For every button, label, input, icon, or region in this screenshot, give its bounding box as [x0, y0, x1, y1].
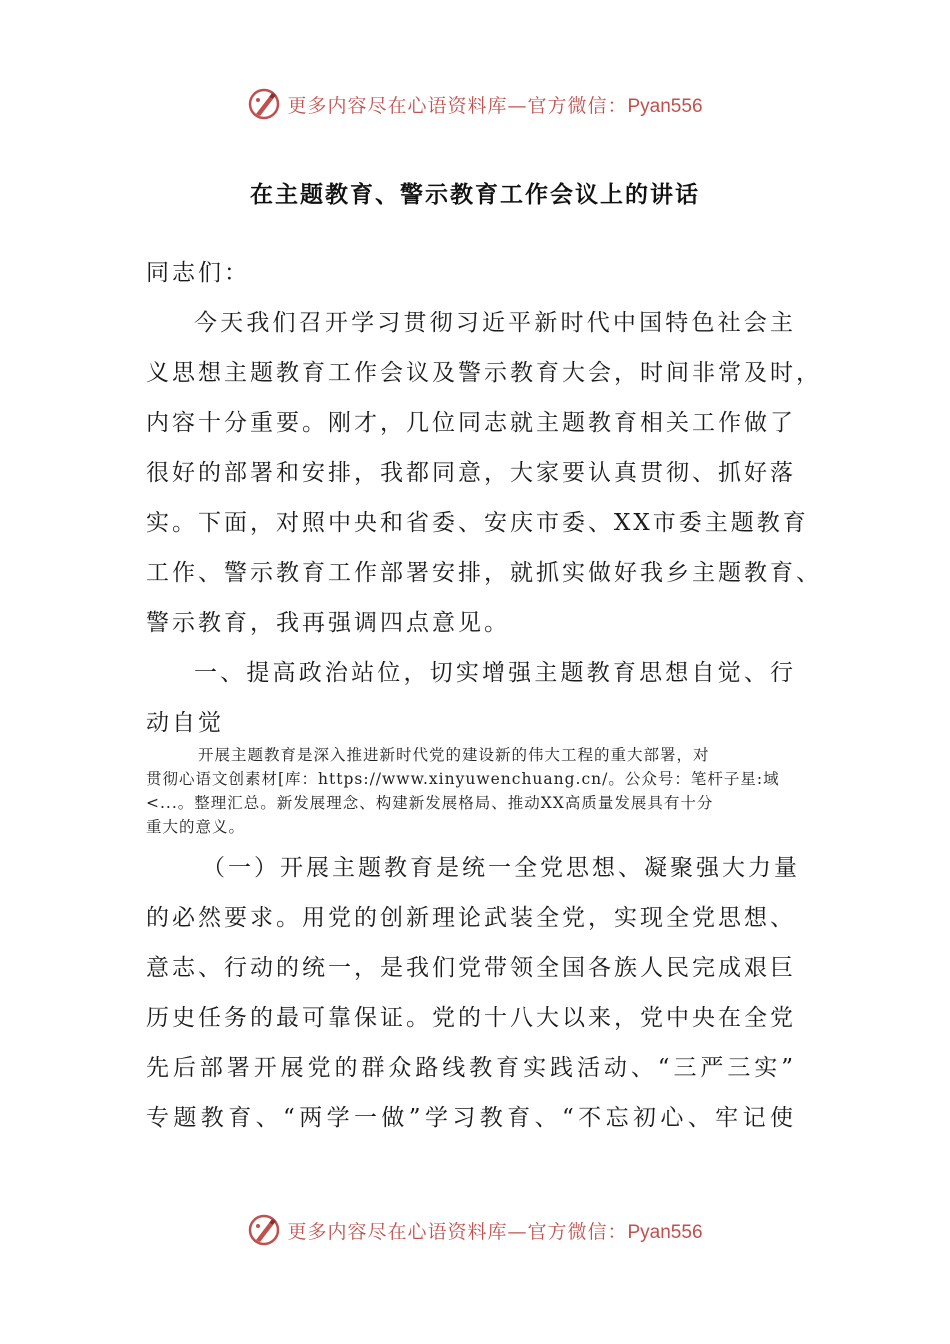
paragraph-line: 实。下面，对照中央和省委、安庆市委、XX市委主题教育: [146, 510, 809, 536]
note-line: 重大的意义。: [146, 818, 246, 836]
note-line: 开展主题教育是深入推进新时代党的建设新的伟大工程的重大部署，对: [198, 746, 710, 764]
note-line: 贯彻心语文创素材[库：https://www.xinyuwenchuang.cn/。公众号：笔杆子星:域: [146, 770, 780, 788]
document-title: 在主题教育、警示教育工作会议上的讲话: [250, 181, 700, 208]
note-line: <...。整理汇总。新发展理念、构建新发展格局、推动XX高质量发展具有十分: [146, 794, 714, 812]
paragraph-line: 很好的部署和安排，我都同意，大家要认真贯彻、抓好落: [146, 460, 796, 486]
paragraph-line: 历史任务的最可靠保证。党的十八大以来，党中央在全党: [146, 1005, 796, 1031]
header-watermark: [0, 84, 950, 124]
inserted-note: [146, 743, 806, 839]
watermark-text: 更多内容尽在心语资料库—官方微信：Pyan556: [287, 94, 703, 117]
salutation: 同志们：: [146, 260, 250, 286]
paragraph-line: 工作、警示教育工作部署安排，就抓实做好我乡主题教育、: [146, 560, 822, 586]
paragraph-line: 今天我们召开学习贯彻习近平新时代中国特色社会主: [194, 310, 796, 336]
document-body-bottom: [146, 843, 800, 1143]
section-heading: 一、提高政治站位，切实增强主题教育思想自觉、行: [194, 660, 796, 686]
paragraph-line: 警示教育，我再强调四点意见。: [146, 610, 510, 636]
paragraph-line: 先后部署开展党的群众路线教育实践活动、“三严三实”: [146, 1055, 796, 1081]
paragraph-line: 义思想主题教育工作会议及警示教育大会，时间非常及时，: [146, 360, 822, 386]
wechat-id: Pyan556: [627, 95, 703, 117]
footer-watermark: [0, 1210, 950, 1250]
pen-circle-logo-icon: [247, 87, 281, 121]
document-body-top: [146, 248, 822, 748]
paragraph-line: 内容十分重要。刚才，几位同志就主题教育相关工作做了: [146, 410, 796, 436]
paragraph-line: （一）开展主题教育是统一全党思想、凝聚强大力量: [202, 855, 800, 881]
paragraph-line: 专题教育、“两学一做”学习教育、“不忘初心、牢记使: [146, 1105, 796, 1131]
paragraph-line: 的必然要求。用党的创新理论武装全党，实现全党思想、: [146, 905, 796, 931]
paragraph-line: 意志、行动的统一，是我们党带领全国各族人民完成艰巨: [146, 955, 796, 981]
pen-circle-logo-icon: [247, 1213, 281, 1247]
wechat-id: Pyan556: [627, 1221, 703, 1243]
section-heading: 动自觉: [146, 710, 224, 736]
watermark-text: 更多内容尽在心语资料库—官方微信：Pyan556: [287, 1220, 703, 1243]
